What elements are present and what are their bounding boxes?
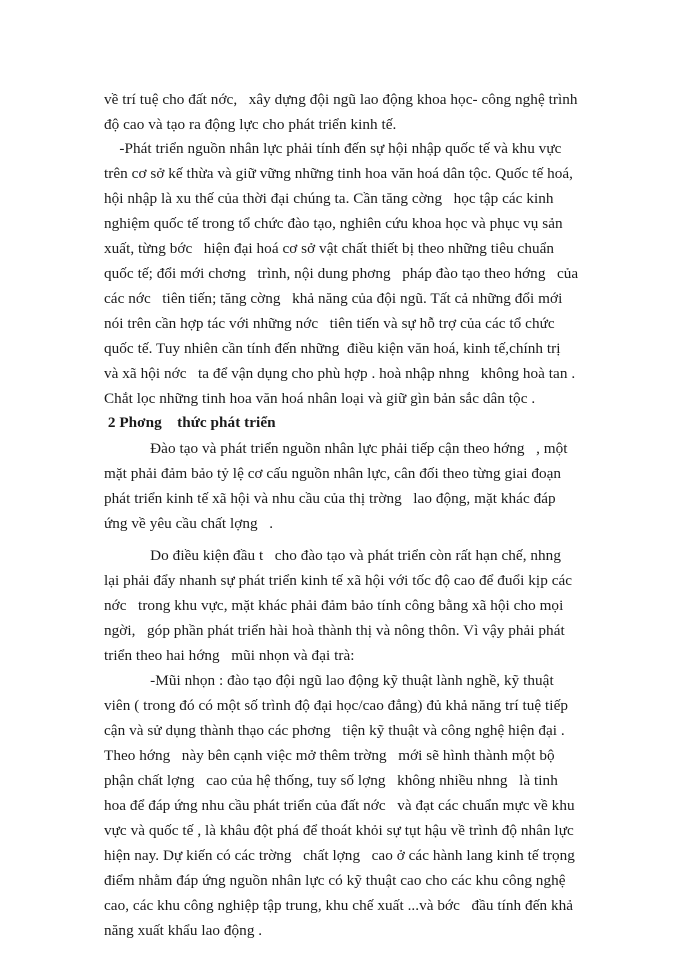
text-line: vực và quốc tế , là khâu đột phá để thoát khỏi sự tụt hậu về trình độ nhân lực (104, 822, 574, 839)
text-line: nghiệm quốc tế trong tổ chức đào tạo, nghiên cứu khoa học và phục vụ sản (104, 215, 563, 232)
text-line: cao, các khu công nghiệp tập trung, khu chế xuất ...và bớc đầu tính đến khả (104, 897, 574, 914)
text-line: Chắt lọc những tinh hoa văn hoá nhân loại và giữ gìn bản sắc dân tộc . (104, 390, 536, 407)
text-line: quốc tế. Tuy nhiên cần tính đến những điều kiện văn hoá, kinh tế,chính trị (104, 340, 561, 357)
text-line: lại phải đẩy nhanh sự phát triển kinh tế xã hội với tốc độ cao để đuổi kịp các (104, 572, 573, 589)
text-line: hoa để đáp ứng nhu cầu phát triển của đất nớc và đạt các chuẩn mực về khu (104, 797, 575, 814)
text-line: phận chất lợng cao của hệ thống, tuy số lợng không nhiều nhng là tinh (104, 772, 558, 789)
text-line: ngời, góp phần phát triển hài hoà thành thị và nông thôn. Vì vậy phải phát (104, 622, 565, 639)
text-line: triển theo hai hớng mũi nhọn và đại trà: (104, 647, 355, 664)
text-line: nớc trong khu vực, mặt khác phải đảm bảo tính công bằng xã hội cho mọi (104, 597, 564, 614)
text-line: và xã hội nớc ta để vận dụng cho phù hợp . hoà nhập nhng không hoà tan . (104, 365, 576, 382)
text-line: Đào tạo và phát triển nguồn nhân lực phải tiếp cận theo hớng , một (104, 440, 568, 457)
text-line: -Mũi nhọn : đào tạo đội ngũ lao động kỹ thuật lành nghề, kỹ thuật (104, 672, 554, 689)
text-line: độ cao và tạo ra động lực cho phát triển kinh tế. (104, 116, 397, 133)
text-line: hiện nay. Dự kiến có các trờng chất lợng cao ở các hành lang kinh tế trọng (104, 847, 575, 864)
text-line: mặt phải đảm bảo tỷ lệ cơ cấu nguồn nhân lực, cân đối theo từng giai đoạn (104, 465, 562, 482)
text-line: Do điều kiện đầu t cho đào tạo và phát triển còn rất hạn chế, nhng (104, 547, 561, 564)
text-line: năng xuất khẩu lao động . (104, 922, 263, 939)
section-heading: 2 Phơng thức phát triển (104, 414, 276, 431)
text-line: viên ( trong đó có một số trình độ đại học/cao đẳng) đủ khả năng trí tuệ tiếp (104, 697, 569, 714)
text-line: -Phát triển nguồn nhân lực phải tính đến sự hội nhập quốc tế và khu vực (104, 140, 562, 157)
text-line: điểm nhằm đáp ứng nguồn nhân lực có kỹ thuật cao cho các khu công nghệ (104, 872, 566, 889)
text-line: Theo hớng này bên cạnh việc mở thêm trờng mới sẽ hình thành một bộ (104, 747, 555, 764)
text-line: nói trên cần hợp tác với những nớc tiên tiến và sự hỗ trợ của các tổ chức (104, 315, 555, 332)
text-line: quốc tế; đổi mới chơng trình, nội dung phơng pháp đào tạo theo hớng của (104, 265, 579, 282)
text-line: hội nhập là xu thế của thời đại chúng ta. Cần tăng cờng học tập các kinh (104, 190, 554, 207)
text-line: ứng về yêu cầu chất lợng . (104, 515, 274, 532)
text-line: phát triển kinh tế xã hội và nhu cầu của thị trờng lao động, mặt khác đáp (104, 490, 556, 507)
text-line: xuất, từng bớc hiện đại hoá cơ sở vật chất thiết bị theo những tiêu chuẩn (104, 240, 555, 257)
text-line: cận và sử dụng thành thạo các phơng tiện kỹ thuật và công nghệ hiện đại . (104, 722, 565, 739)
text-line: các nớc tiên tiến; tăng cờng khả năng của đội ngũ. Tất cả những đổi mới (104, 290, 563, 307)
text-line: trên cơ sở kế thừa và giữ vững những tinh hoa văn hoá dân tộc. Quốc tế hoá, (104, 165, 574, 182)
text-line: về trí tuệ cho đất nớc, xây dựng đội ngũ lao động khoa học- công nghệ trình (104, 91, 578, 108)
